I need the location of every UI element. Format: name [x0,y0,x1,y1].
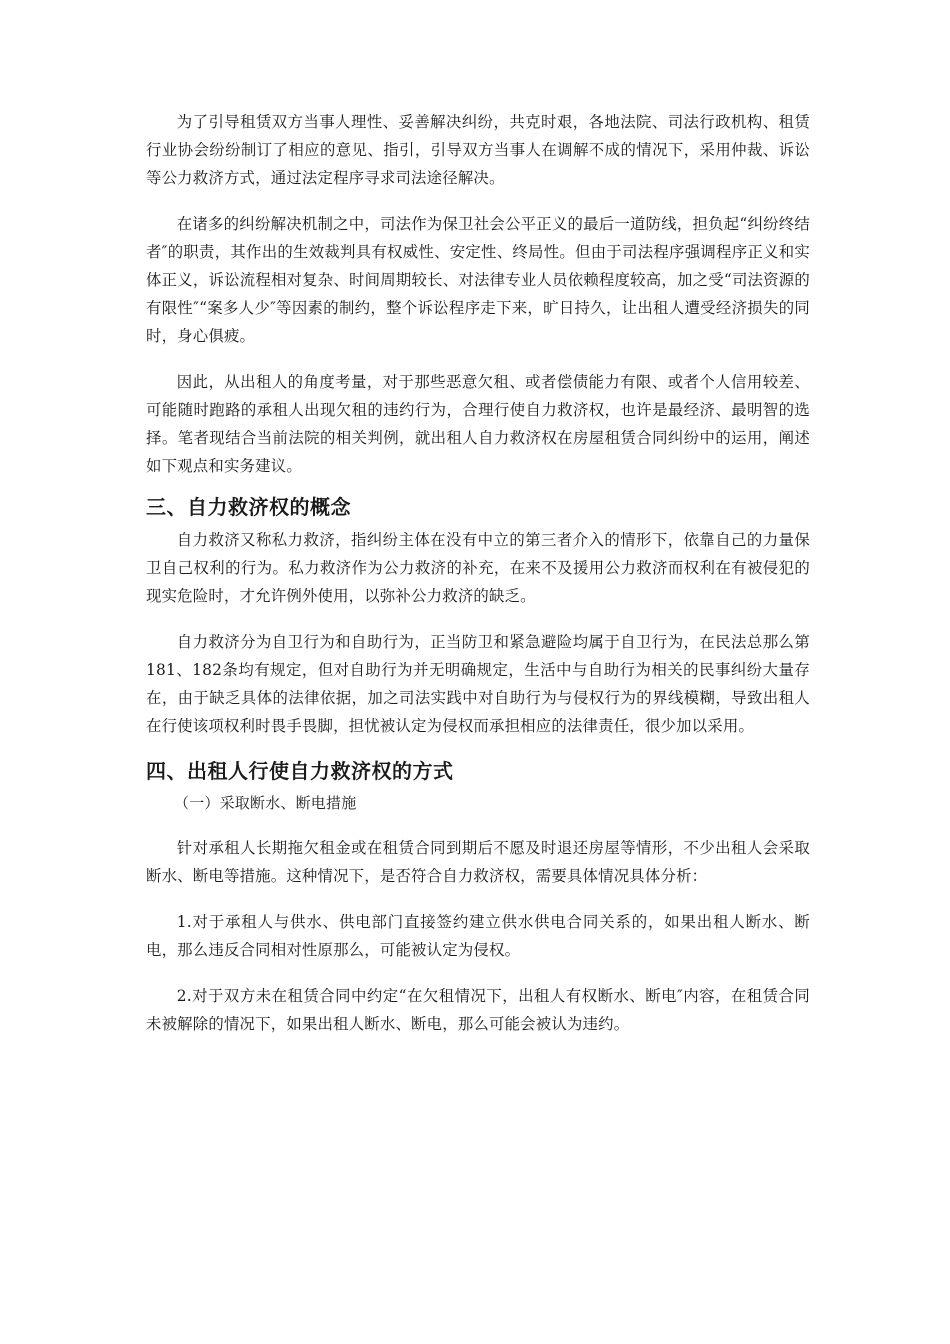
paragraph-guidance: 为了引导租赁双方当事人理性、妥善解决纠纷，共克时艰，各地法院、司法行政机构、租赁行业协会纷纷制订了相应的意见、指引，引导双方当事人在调解不成的情况下，采用仲裁、诉讼等公力救济方式，通过法定程序寻求司法途径解决。 [146,113,810,187]
paragraph-point-2: 2.对于双方未在租赁合同中约定“在欠租情况下，出租人有权断水、断电″内容，在租赁合同未被解除的情况下，如果出租人断水、断电，那么可能会被认为违约。 [146,987,810,1033]
document-page [146,108,810,1038]
section-heading-self-help-concept: 三、自力救济权的概念 [146,495,351,519]
paragraph-point-1: 1.对于承租人与供水、供电部门直接签约建立供水供电合同关系的，如果出租人断水、断电，那么违反合同相对性原那么，可能被认定为侵权。 [146,913,810,959]
paragraph-arrears-situation: 针对承租人长期拖欠租金或在租赁合同到期后不愿及时退还房屋等情形，不少出租人会采取断水、断电等措施。这种情况下，是否符合自力救济权，需要具体情况具体分析： [146,839,810,885]
paragraph-self-help-definition: 自力救济又称私力救济，指纠纷主体在没有中立的第三者介入的情形下，依靠自己的力量保卫自己权利的行为。私力救济作为公力救济的补充，在来不及援用公力救济而权利在有被侵犯的现实危险时，才允许例外使用，以弥补公力救济的缺乏。 [146,531,810,605]
paragraph-lessor-perspective: 因此，从出租人的角度考量，对于那些恶意欠租、或者偿债能力有限、或者个人信用较差、可能随时跑路的承租人出现欠租的违约行为，合理行使自力救济权，也许是最经济、最明智的选择。笔者现结合当前法院的相关判例，就出租人自力救济权在房屋租赁合同纠纷中的运用，阐述如下观点和实务建议。 [146,373,810,475]
paragraph-judicial-defense: 在诸多的纠纷解决机制之中，司法作为保卫社会公平正义的最后一道防线，担负起“纠纷终结者″的职责，其作出的生效裁判具有权威性、安定性、终局性。但由于司法程序强调程序正义和实体正义，诉讼流程相对复杂、时间周期较长、对法律专业人员依赖程度较高，加之受“司法资源的有限性″“案多人少″等因素的制约，整个诉讼程序走下来，旷日持久，让出租人遭受经济损失的同时，身心俱疲。 [146,215,810,345]
paragraph-self-help-types: 自力救济分为自卫行为和自助行为，正当防卫和紧急避险均属于自卫行为，在民法总那么第181、182条均有规定，但对自助行为并无明确规定，生活中与自助行为相关的民事纠纷大量存在，由于缺乏具体的法律依据，加之司法实践中对自助行为与侵权行为的界线模糊，导致出租人在行使该项权利时畏手畏脚，担忧被认定为侵权而承担相应的法律责任，很少加以采用。 [146,633,810,735]
subheading-cut-water-power: （一）采取断水、断电措施 [174,794,357,812]
section-heading-self-help-methods: 四、出租人行使自力救济权的方式 [146,759,454,783]
